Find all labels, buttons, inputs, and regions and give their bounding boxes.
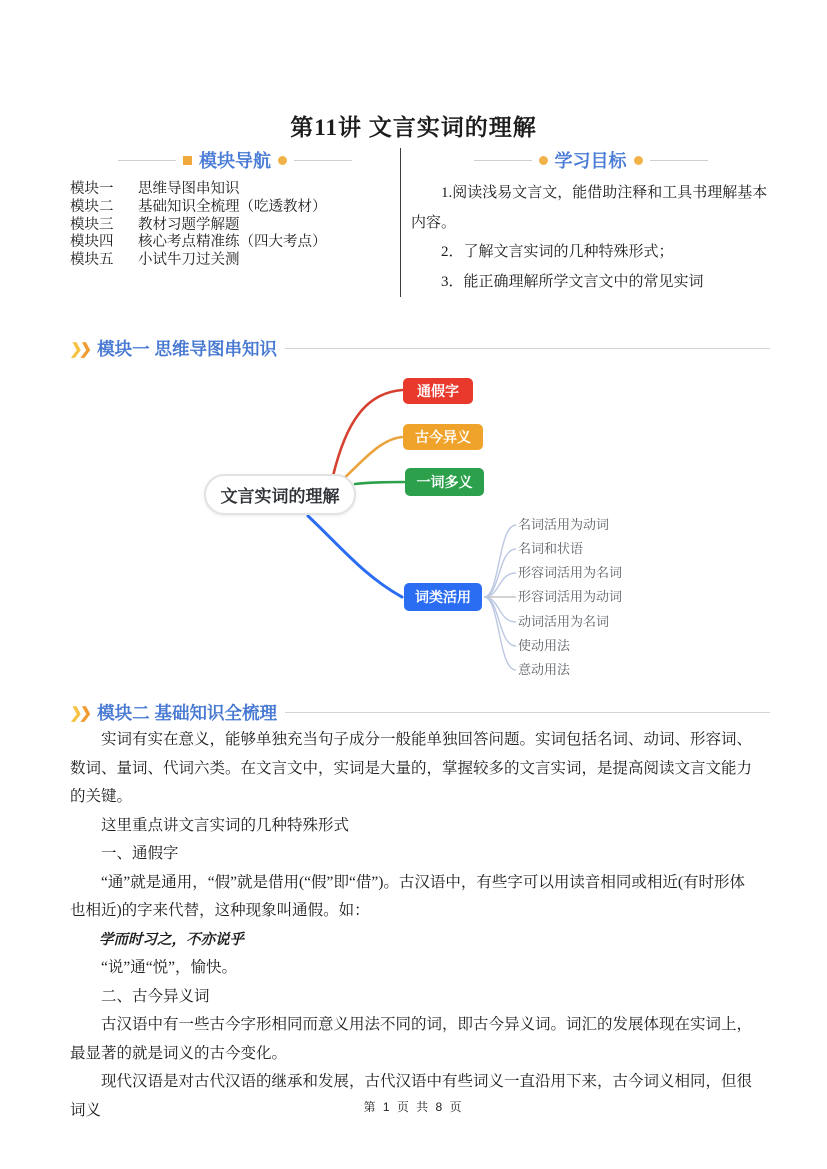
objectives-title: 学习目标 [554, 151, 627, 171]
header-columns [70, 148, 770, 297]
double-chevron-icon: ❯❯ [69, 704, 90, 722]
paragraph: 这里重点讲文言实词的几种特殊形式 [101, 816, 350, 834]
quoted-classical-text: 学而时习之，不亦说乎 [99, 931, 244, 948]
page-number: 第 1 页 共 8 页 [363, 1100, 464, 1114]
paragraph: 一、通假字 [101, 845, 179, 862]
module-number: 模块五 [70, 252, 114, 269]
list-item [70, 252, 400, 270]
paragraph: 古汉语中有一些古今字形相同而意义用法不同的词，即古今异义词。词汇的发展体现在实词上，最显著的就是词义的古今变化。 [70, 1016, 753, 1062]
module-label: 小试牛刀过关测 [138, 252, 240, 269]
mindmap-leaf: 形容词活用为名词 [518, 565, 623, 580]
objective-item: 2．了解文言实词的几种特殊形式； [441, 244, 674, 260]
module-label: 基础知识全梳理（吃透教材） [138, 198, 327, 215]
double-chevron-icon: ❯❯ [69, 340, 90, 358]
body-content [70, 726, 760, 1125]
divider-line [285, 348, 770, 349]
mindmap-leaf: 名词和状语 [518, 541, 584, 556]
divider-line [294, 160, 352, 161]
mindmap-branch-cileihuoyong: 词类活用 [404, 583, 482, 611]
objectives-header [411, 148, 770, 172]
objective-item: 1.阅读浅易文言文，能借助注释和工具书理解基本内容。 [411, 185, 768, 231]
module-nav-header [70, 148, 400, 172]
module-number: 模块二 [70, 198, 114, 215]
mindmap-leaf: 使动用法 [518, 638, 571, 653]
paragraph: 实词有实在意义，能够单独充当句子成分一般能单独回答问题。实词包括名词、动词、形容词、数词、量词、代词六类。在文言文中，实词是大量的，掌握较多的文言实词，是提高阅读文言文能力的关键。 [70, 731, 753, 805]
mindmap-leaf: 意动用法 [518, 662, 571, 677]
mindmap-leaf: 形容词活用为动词 [518, 589, 623, 604]
module-label: 教材习题学解题 [138, 216, 240, 233]
module-number: 模块一 [70, 181, 114, 197]
paragraph: 二、古今异义词 [101, 987, 210, 1005]
list-item [70, 181, 400, 199]
orange-dot-icon [278, 156, 287, 165]
mindmap-connectors [0, 370, 827, 700]
module-nav-title: 模块导航 [199, 151, 271, 171]
module-number: 模块四 [70, 234, 114, 251]
mindmap-branch-yiciduoyi: 一词多义 [405, 468, 484, 496]
section-title: 模块一 思维导图串知识 [97, 339, 278, 359]
mindmap-leaf: 名词活用为动词 [518, 517, 610, 532]
paragraph: 现代汉语是对古代汉语的继承和发展，古代汉语中有些词义一直沿用下来，古今词义相同，但很词义 [70, 1073, 753, 1119]
section-header-module2 [70, 700, 770, 725]
objective-item: 3．能正确理解所学文言文中的常见实词 [441, 273, 704, 290]
section-header-module1 [70, 336, 770, 361]
objectives-list [411, 179, 770, 297]
list-item [70, 234, 400, 252]
orange-square-icon [183, 156, 192, 165]
list-item [70, 217, 400, 235]
module-nav-list [70, 181, 400, 270]
objectives-panel [400, 148, 770, 297]
divider-line [285, 712, 770, 713]
mindmap [0, 370, 827, 700]
orange-dot-icon [634, 156, 643, 165]
mindmap-center-node: 文言实词的理解 [204, 474, 356, 515]
list-item [70, 199, 400, 217]
mindmap-branch-gujinyiyi: 古今异义 [403, 424, 483, 450]
paragraph: “说”通“悦”，愉快。 [101, 959, 238, 976]
module-number: 模块三 [70, 216, 114, 233]
divider-line [118, 160, 176, 161]
module-label: 核心考点精准练（四大考点） [138, 234, 327, 251]
module-label: 思维导图串知识 [138, 181, 240, 197]
divider-line [650, 160, 708, 161]
page-title: 第11讲 文言实词的理解 [290, 115, 537, 141]
divider-line [474, 160, 532, 161]
mindmap-leaf: 动词活用为名词 [518, 614, 610, 629]
orange-dot-icon [539, 156, 548, 165]
paragraph: “通”就是通用，“假”就是借用(“假”即“借”)。古汉语中，有些字可以用读音相同或相近(有时形体也相近)的字来代替，这种现象叫通假。如： [70, 873, 746, 919]
section-title: 模块二 基础知识全梳理 [97, 703, 278, 723]
module-nav-panel [70, 148, 400, 297]
mindmap-branch-tongjiazi: 通假字 [403, 378, 473, 404]
